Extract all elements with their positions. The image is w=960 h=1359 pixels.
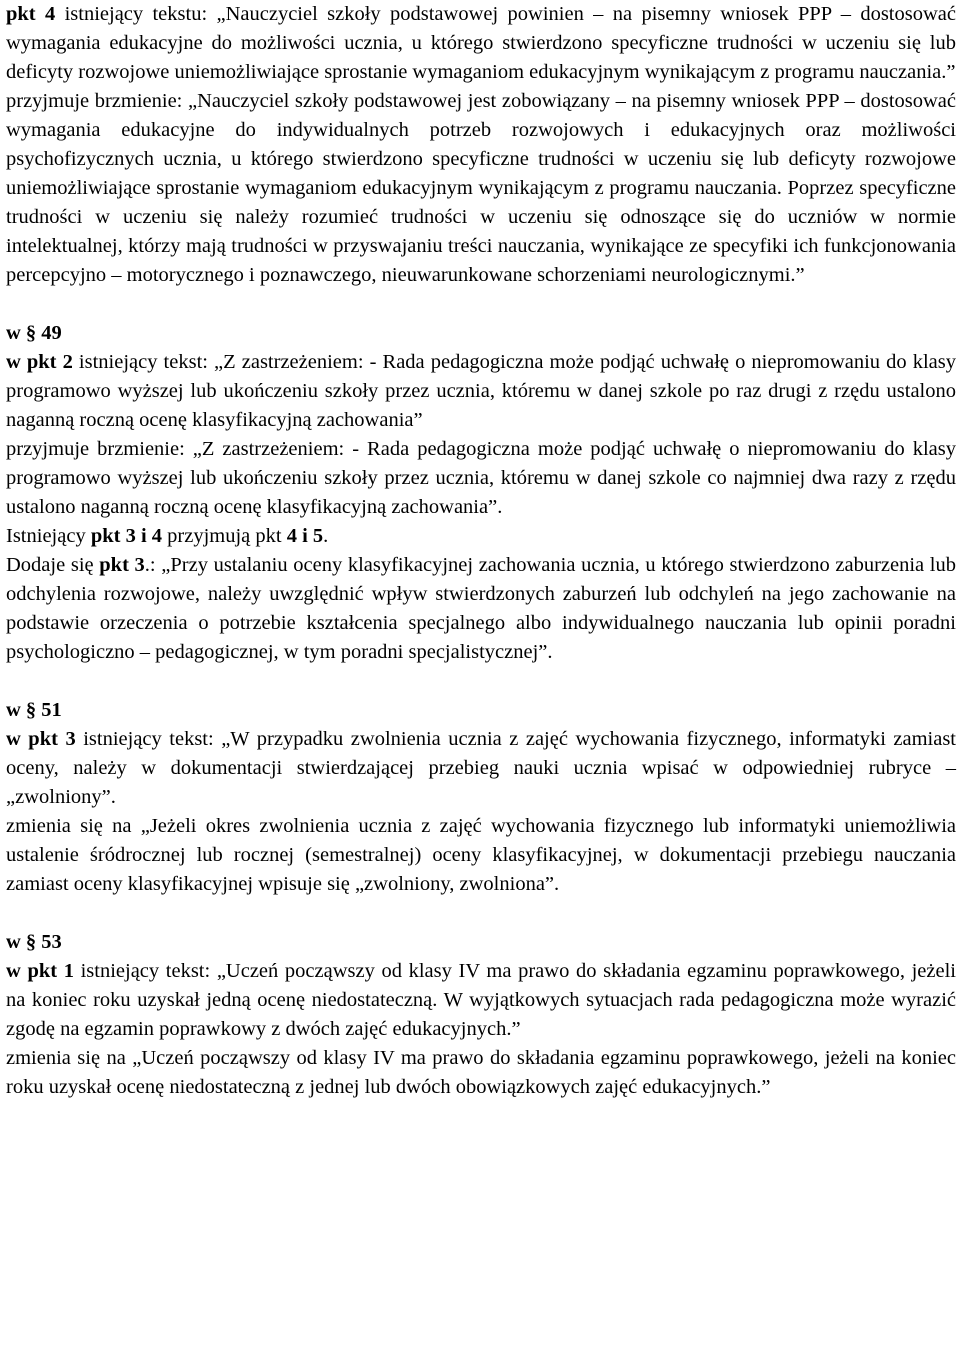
section-51-heading: w § 51 <box>6 699 62 721</box>
section-49-new-text: przyjmuje brzmienie: „Z zastrzeżeniem: - Rada pedagogiczna może podjąć uchwałę o niepromowaniu do klasy programowo wyższej lub ukończeniu szkoły przez ucznia, któremu w danej szkole co najmniej dwa razy z rzędu ustalono naganną roczną ocenę klasyfikacyjną zachowania”. <box>6 438 956 518</box>
pkt4-new-text: przyjmuje brzmienie: „Nauczyciel szkoły podstawowej jest zobowiązany – na pisemny wniosek PPP – dostosować wymagania edukacyjne do indywidualnych potrzeb rozwojowych i edukacyjnych oraz możliwości psychofizycznych ucznia, u którego stwierdzono specyficzne trudności w uczeniu się lub deficyty rozwojowe uniemożliwiające sprostanie wymaganiom edukacyjnym wynikającym z programu nauczania. Poprzez specyficzne trudności w uczeniu się należy rozumieć trudności w uczeniu się odnoszące się do uczniów w normie intelektualnej, którzy mają trudności w przyswajaniu treści nauczania, wynikające ze specyfiki ich funkcjonowania percepcyjno – motorycznego i poznawczego, nieuwarunkowane schorzeniami neurologicznymi.” <box>6 90 956 286</box>
section-49-existing-paragraph <box>6 348 956 435</box>
section-51-existing-paragraph <box>6 725 956 812</box>
section-gap <box>6 290 956 319</box>
section-51-new-paragraph <box>6 812 956 899</box>
section-gap <box>6 899 956 928</box>
section-51-existing-text: istniejący tekst: „W przypadku zwolnienia ucznia z zajęć wychowania fizycznego, informatyki zamiast oceny, należy w dokumentacji stwierdzającej przebieg nauki ucznia wpisać w odpowiedniej rubryce – „zwolniony”. <box>6 728 957 808</box>
section-51-new-text: zmienia się na „Jeżeli okres zwolnienia ucznia z zajęć wychowania fizycznego lub informatyki uniemożliwia ustalenie śródrocznej lub rocznej (semestralnej) oceny klasyfikacyjnej, w dokumentacji przebiegu nauczania zamiast oceny klasyfikacyjnej wpisuje się „zwolniony, zwolniona”. <box>6 815 956 895</box>
section-53-heading: w § 53 <box>6 931 62 953</box>
section-51-pkt-label: w pkt 3 <box>6 728 76 750</box>
section-53-new-text: zmienia się na „Uczeń począwszy od klasy IV ma prawo do składania egzaminu poprawkowego, jeżeli na koniec roku uzyskał ocenę niedostateczną z jednej lub dwóch obowiązkowych zajęć edukacyjnych.” <box>6 1047 956 1098</box>
section-49-added-paragraph: Dodaje się pkt 3.: „Przy ustalaniu oceny klasyfikacyjnej zachowania ucznia, u którego stwierdzono zaburzenia lub odchylenia rozwojowe, należy uwzględnić wpływ stwierdzonych zaburzeń lub odchyleń na jego zachowanie na podstawie orzeczenia o potrzebie kształcenia specjalnego albo indywidualnego nauczania lub opinii poradni psychologiczno – pedagogicznej, w tym poradni specjalistycznej”. <box>6 554 956 663</box>
section-49-pkt-label: w pkt 2 <box>6 351 73 373</box>
section-49-renumber-paragraph: Istniejący pkt 3 i 4 przyjmują pkt 4 i 5. <box>6 525 329 547</box>
section-49-new-paragraph <box>6 435 956 522</box>
section-53-existing-text: istniejący tekst: „Uczeń począwszy od klasy IV ma prawo do składania egzaminu poprawkowego, jeżeli na koniec roku uzyskał jedną ocenę niedostateczną. W wyjątkowych sytuacjach rada pedagogiczna może wyrazić zgodę na egzamin poprawkowy z dwóch zajęć edukacyjnych.” <box>6 960 956 1040</box>
section-53-existing-paragraph <box>6 957 956 1044</box>
section-49-heading: w § 49 <box>6 322 62 344</box>
document-page <box>6 0 956 1102</box>
section-gap <box>6 667 956 696</box>
pkt4-existing-text: istniejący tekstu: „Nauczyciel szkoły podstawowej powinien – na pisemny wniosek PPP – dostosować wymagania edukacyjne do możliwości ucznia, u którego stwierdzono specyficzne trudności w uczeniu się lub deficyty rozwojowe uniemożliwiające sprostanie wymaganiom edukacyjnym wynikającym z programu nauczania.” <box>6 3 956 83</box>
pkt4-existing-paragraph <box>6 0 956 87</box>
section-49-existing-text: istniejący tekst: „Z zastrzeżeniem: - Rada pedagogiczna może podjąć uchwałę o niepromowaniu do klasy programowo wyższej lub ukończeniu szkoły przez ucznia, któremu w danej szkole po raz drugi z rzędu ustalono naganną roczną ocenę klasyfikacyjną zachowania” <box>6 351 956 431</box>
section-53-new-paragraph <box>6 1044 956 1102</box>
pkt4-new-paragraph <box>6 87 956 290</box>
section-53-pkt-label: w pkt 1 <box>6 960 74 982</box>
pkt4-label: pkt 4 <box>6 3 56 25</box>
